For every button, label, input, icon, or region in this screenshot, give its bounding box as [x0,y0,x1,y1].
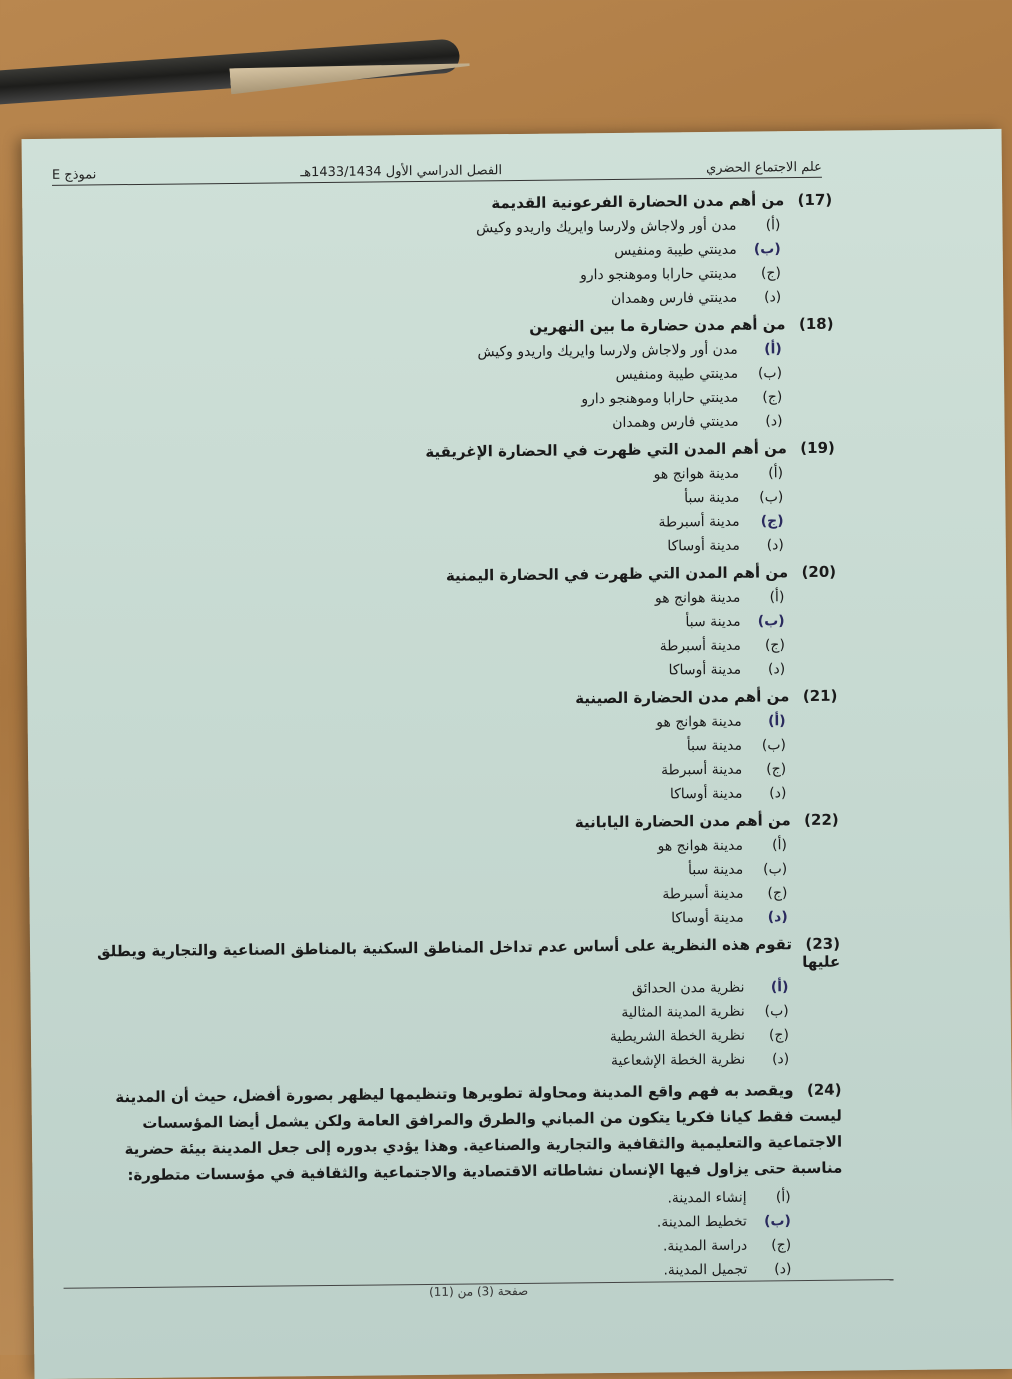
option[interactable]: (د)مدينة أوساكا [669,785,787,803]
question [70,935,841,1079]
question [65,439,836,565]
option[interactable]: (ب)مدينة سبأ [686,737,787,755]
option[interactable]: (ب)مدينتي طيبة ومنفيس [615,365,783,383]
option[interactable]: (ج)مدينتي حارابا وموهنجو دارو [581,389,783,408]
question-number: (17) [797,190,833,210]
course-title: علم الاجتماع الحضري [706,159,822,176]
question-number: (22) [804,810,839,830]
question [66,563,837,689]
question-text: من أهم مدن الحضارة اليابانية [574,811,791,832]
question-text: من أهم مدن الحضارة الصينية [575,687,790,708]
option[interactable]: (ب)مدينة سبأ [684,489,784,507]
option[interactable]: (د)نظرية الخطة الإشعاعية [610,1051,790,1070]
option[interactable]: (أ)إنشاء المدينة. [667,1189,791,1207]
page-footer: صفحة (3) من (11) [64,1279,894,1309]
question-number: (20) [801,562,837,582]
option[interactable]: (ب)تخطيط المدينة. [656,1213,791,1231]
option[interactable]: (ج)مدينة أسبرطة [658,513,784,531]
exam-page [22,129,1012,1379]
question [71,1077,843,1289]
option[interactable]: (أ)مدينة هوانج هو [657,837,788,855]
option[interactable]: (د)مدينة أوساكا [667,537,784,555]
option[interactable]: (ج)مدينتي حارابا وموهنجو دارو [579,265,782,284]
option[interactable]: (أ)مدينة هوانج هو [654,589,785,607]
option[interactable]: (ب)نظرية المدينة المثالية [621,1003,789,1021]
question-text: ويقصد به فهم واقع المدينة ومحاولة تطويرها وتنظيمها ليظهر بصورة أفضل، حيث أن المدينة ليست فقط كيانا فكريا يتكون من المباني والطرق والمرافق العامة ولكن يشمل أيضا المؤسسات الاجتماعية والتعليمية والثقافية والتجارية والصناعية. وهذا يؤدي بدوره إلى جعل المدينة بيئة حضرية مناسبة حتى يزاول فيها الإنسان نشاطاته الاقتصادية والاجتماعية والثقافية في مؤسسات متطورة: [115,1081,843,1185]
form-label: نموذج E [51,167,97,183]
option[interactable]: (ج)مدينة أسبرطة [662,885,788,903]
question-number: (18) [798,314,834,334]
question-text: من أهم مدن الحضارة الفرعونية القديمة [491,191,785,213]
option[interactable]: (أ)نظرية مدن الحدائق [631,979,789,997]
question-text: من أهم المدن التي ظهرت في الحضارة اليمنية [445,563,789,585]
questions-list [62,191,843,1295]
option[interactable]: (ج)مدينة أسبرطة [659,637,785,655]
question-number: (23) [805,934,841,954]
option[interactable]: (ب)مدينة سبأ [685,613,785,631]
question-text: تقوم هذه النظرية على أساس عدم تداخل المناطق السكنية بالمناطق الصناعية والتجارية ويطلق عليها [96,935,841,972]
question [69,811,840,937]
option[interactable]: (د)مدينة أوساكا [668,661,786,679]
question-text: من أهم المدن التي ظهرت في الحضارة الإغريقية [425,439,787,461]
option[interactable]: (ج)نظرية الخطة الشريطية [609,1027,790,1046]
page-header [52,151,822,186]
question-number: (21) [802,686,838,706]
option[interactable]: (ج)دراسة المدينة. [662,1237,792,1255]
option[interactable]: (أ)مدينة هوانج هو [653,465,784,483]
option[interactable]: (أ)مدن أور ولاجاش ولارسا وايريك واريدو وكيش [477,341,782,361]
option[interactable]: (د)تجميل المدينة. [663,1261,792,1279]
option[interactable]: (د)مدينتي فارس وهمدان [610,289,782,308]
option[interactable]: (ب)مدينة سبأ [687,861,788,879]
option[interactable]: (ب)مدينتي طيبة ومنفيس [614,241,781,259]
option[interactable]: (د)مدينتي فارس وهمدان [612,413,783,431]
option[interactable]: (د)مدينة أوساكا [671,909,788,927]
question-number: (19) [800,438,835,458]
question [67,687,838,813]
question [63,315,834,441]
question-text: من أهم مدن حضارة ما بين النهرين [529,315,786,336]
option[interactable]: (أ)مدن أور ولاجاش ولارسا وايريك واريدو وكيش [476,217,781,237]
question-number: (24) [806,1080,842,1099]
semester-label: الفصل الدراسي الأول 1433/1434هـ [300,163,503,181]
question [62,191,833,317]
option[interactable]: (أ)مدينة هوانج هو [656,713,786,731]
option[interactable]: (ج)مدينة أسبرطة [660,761,787,779]
